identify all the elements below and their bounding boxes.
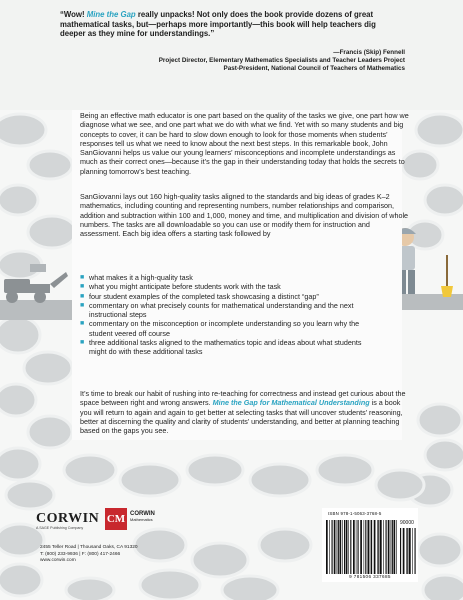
barcode-bar [378,520,379,574]
book-title-inline: Mine the Gap for Mathematical Understanding [212,398,370,408]
barcode-bar [346,520,348,574]
barcode-bar [348,520,349,574]
barcode-bar [412,528,413,574]
list-item: ■ what makes it a high-quality task [80,273,193,282]
description-paragraph-1: Being an effective math educator is one part based on the quality of the tasks we give, one part how we diagnose what we see, and one part what we do with what we find. Yet with so many students and big concepts to cover, it can be hard to slow down enough to look for those moments when students’ responses tell us what we need to know about the next best steps. In this remarkable book, John SanGiovanni helps us value our young learners’ misconceptions and incomplete understandings as much as their correct ones—because it’s the gap in their understanding today that holds the secrets to planning tomorrow’s best teaching. [80,111,409,176]
barcode-bar [383,520,384,574]
corwin-mathematics-logo-mark: CM [105,508,127,530]
barcode-bar [386,520,387,574]
barcode-bar [396,520,397,574]
barcode-bar [356,520,357,574]
barcode-bar [415,528,416,574]
list-item: ■ commentary on the misconception or incomplete understanding so you learn why the student veered off course [80,319,360,338]
publisher-address: 2455 Teller Road | Thousand Oaks, CA 91320 T: (800) 233-9936 | F: (800) 417-2466 www.corwin.com [40,545,138,564]
barcode-bar [380,520,382,574]
barcode-bar [358,520,359,574]
barcode-bar [326,520,328,574]
barcode-bar [407,528,408,574]
quote-book-title: Mine the Gap [86,10,136,19]
barcode-bar [337,520,338,574]
corwin-logo: CORWIN [36,511,100,526]
endorsement-attribution [45,49,405,73]
endorsement-quote: “Wow! Mine the Gap really unpacks! Not only does the book provide dozens of great mathematical tasks, but—perhaps more importantly—this book will help teachers dig deeper as they mine for understandings.” [60,10,376,39]
barcode-bar [329,520,330,574]
corwin-tagline: A SAGE Publishing Company [36,526,84,530]
barcode-bar [392,520,393,574]
barcode-bar [350,520,351,574]
isbn-barcode [326,520,398,574]
list-item: ■ what you might anticipate before students work with the task [80,282,281,292]
barcode-bar [403,528,405,574]
isbn-number: 9 781506 337685 [349,574,391,579]
list-item: ■ three additional tasks aligned to the mathematics topic and ideas about what students might do with these additional tasks [80,338,362,357]
barcode-bar [406,528,407,574]
barcode-bar [374,520,376,574]
list-item: ■ commentary on what precisely counts for mathematical understanding and the next instructional steps [80,300,354,320]
barcode-bar [400,528,401,574]
description-paragraph-2: SanGiovanni lays out 160 high-quality tasks aligned to the standards and big ideas of grades K–2 mathematics, including counting and representing numbers, number relationships and comparison, addition and subtraction within 100 and 1,000, money and time, and multiplication and division of whole numbers. The tasks are all downloadable so you can use or modify them for instruction and assessment. Each big idea offers a starting task followed by [80,192,409,239]
isbn-label: ISBN 978-1-5063-3768-5 [328,511,382,516]
barcode-bar [342,520,343,574]
barcode-bar [370,520,371,574]
attribution-title-1: Project Director, Elementary Mathematics Specialists and Teacher Leaders Project [158,57,405,64]
barcode-bar [332,520,333,574]
barcode-bar [338,520,339,574]
barcode-bar [344,520,345,574]
attribution-name: —Francis (Skip) Fennell [333,49,405,56]
corwin-mathematics-logo-text: CORWIN Mathematics [130,511,155,523]
barcode-bar [368,520,370,574]
barcode-bar [388,520,390,574]
barcode-bar [371,520,372,574]
barcode-bar [391,520,392,574]
barcode-bar [409,528,411,574]
price-barcode [400,528,416,574]
barcode-bar [377,520,378,574]
description-paragraph-3: It’s time to break our habit of rushing into re-teaching for correctness and instead get curious about the space between right and wrong answers. Mine the Gap for Mathematical Understanding is a book you will return to again and again to get better at selecting tasks that will uncover students’ reasoning, better at discerning the quality and clarity of students’ understanding, and better at planning teaching based on the gaps you see. [80,389,406,436]
list-item: ■ four student examples of the completed task showcasing a distinct “gap” [80,291,319,301]
barcode-bar [360,520,362,574]
barcode-bar [365,520,366,574]
price-code: 90000 [400,520,414,526]
barcode-bar [334,520,336,574]
barcode-bar [394,520,396,574]
barcode-bar [353,520,355,574]
barcode-bar [340,520,342,574]
attribution-title-2: Past-President, National Council of Teachers of Mathematics [223,65,405,72]
feature-list [80,273,380,357]
barcode-bar [364,520,365,574]
